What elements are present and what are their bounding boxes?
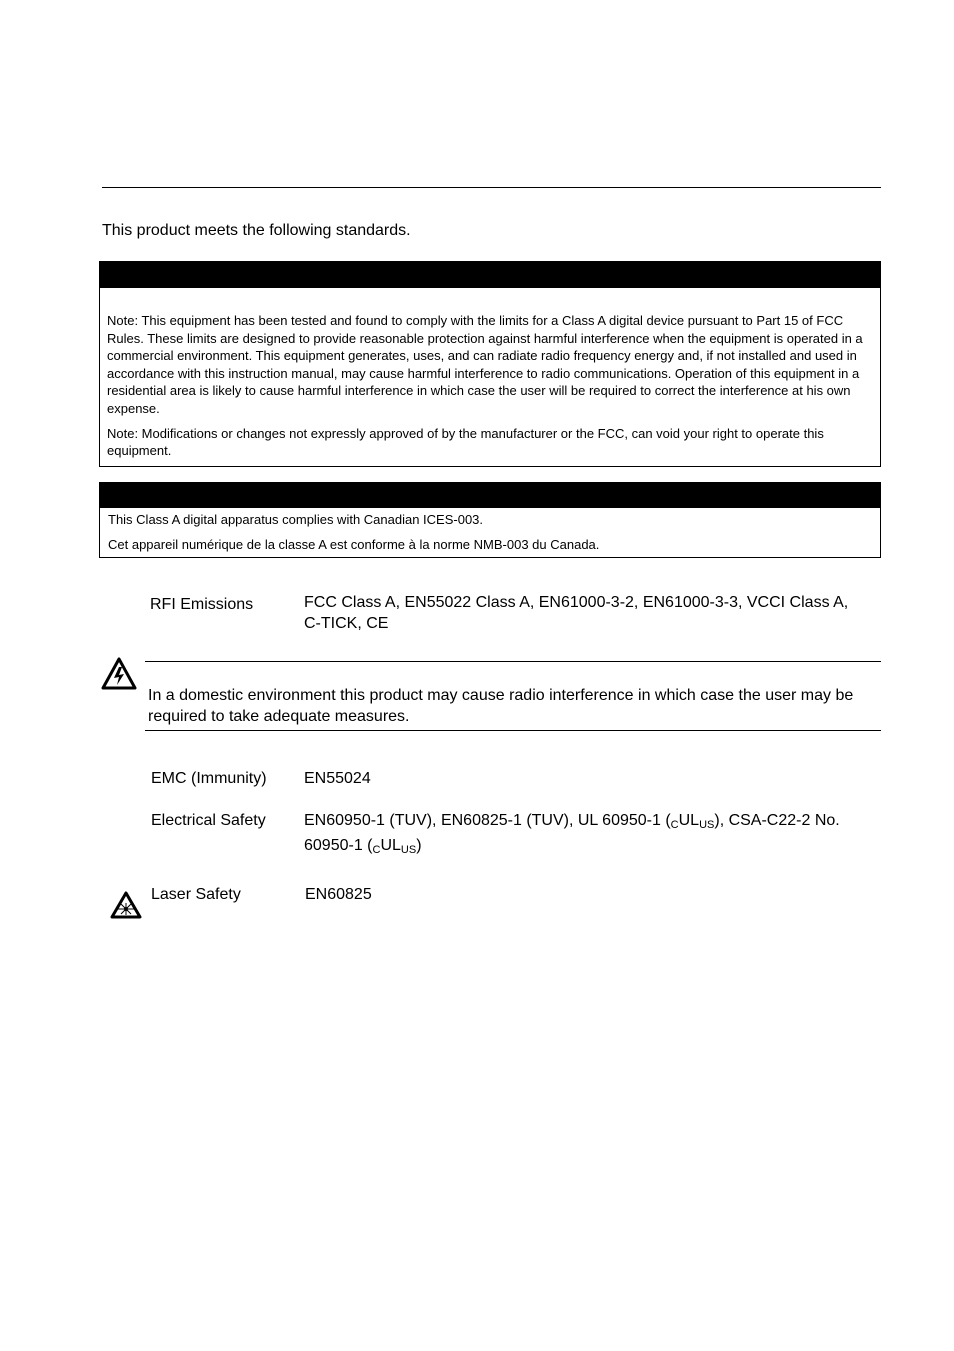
cul-mark-c: C [372,844,381,856]
fcc-modification-note: Note: Modifications or changes not expressly approved of by the manufacturer or the FCC, can void your right to operate this equipment. [107,425,824,459]
rfi-emissions-value: FCC Class A, EN55022 Class A, EN61000-3-2, EN61000-3-3, VCCI Class A, C-TICK, CE [304,594,849,632]
fcc-notice-body [107,312,872,460]
emc-immunity-value: EN55024 [304,770,371,787]
laser-safety-label: Laser Safety [151,886,241,903]
electrical-safety-label: Electrical Safety [151,812,266,829]
canada-notice-header-bar [100,483,880,508]
cul-mark-us: US [699,819,715,831]
canada-notice-box [99,482,881,558]
fcc-note-paragraph: Note: This equipment has been tested and found to comply with the limits for a Class A digital device pursuant to Part 15 of FCC Rules. These limits are designed to provide reasonable protection against harmful interference when the equipment is operated in a commercial environment. This equipment generates, uses, and can radiate radio frequency energy and, if not installed and used in accordance with this instruction manual, may cause harmful interference to radio communications. Operation of this equipment in a residential area is likely to cause harmful interference in which case the user will be required to correct the interference at his own expense. [107,313,863,416]
laser-safety-value: EN60825 [305,886,372,903]
domestic-warning-text: In a domestic environment this product may cause radio interference in which case the user may be required to take adequate measures. [148,687,854,725]
laser-warning-icon [110,891,142,919]
intro-text: This product meets the following standards. [102,222,411,239]
electrical-safety-text: EN60950-1 (TUV), EN60825-1 (TUV), UL 60950-1 ( [304,812,671,829]
warning-top-rule [145,661,881,662]
cul-mark-us: US [400,844,417,856]
header-rule [102,187,881,188]
electrical-safety-text-end: ) [416,837,422,854]
ices-french-text: Cet appareil numérique de la classe A est conforme à la norme NMB-003 du Canada. [108,536,600,552]
cul-mark-c: C [670,819,679,831]
cul-mark-ul: UL [678,812,700,829]
rfi-emissions-label: RFI Emissions [150,596,254,613]
canada-notice-body [108,511,872,553]
electrical-safety-text-cont: ), CSA-C22-2 No. 60950-1 ( [304,812,840,854]
ices-english-text: This Class A digital apparatus complies with Canadian ICES-003. [108,512,484,527]
cul-mark-ul: UL [380,837,401,854]
electrical-warning-icon [101,657,137,690]
fcc-notice-header-bar [100,262,880,288]
warning-bottom-rule [145,730,881,731]
fcc-notice-box [99,261,881,467]
electrical-safety-value [304,808,874,858]
emc-immunity-label: EMC (Immunity) [151,770,267,787]
